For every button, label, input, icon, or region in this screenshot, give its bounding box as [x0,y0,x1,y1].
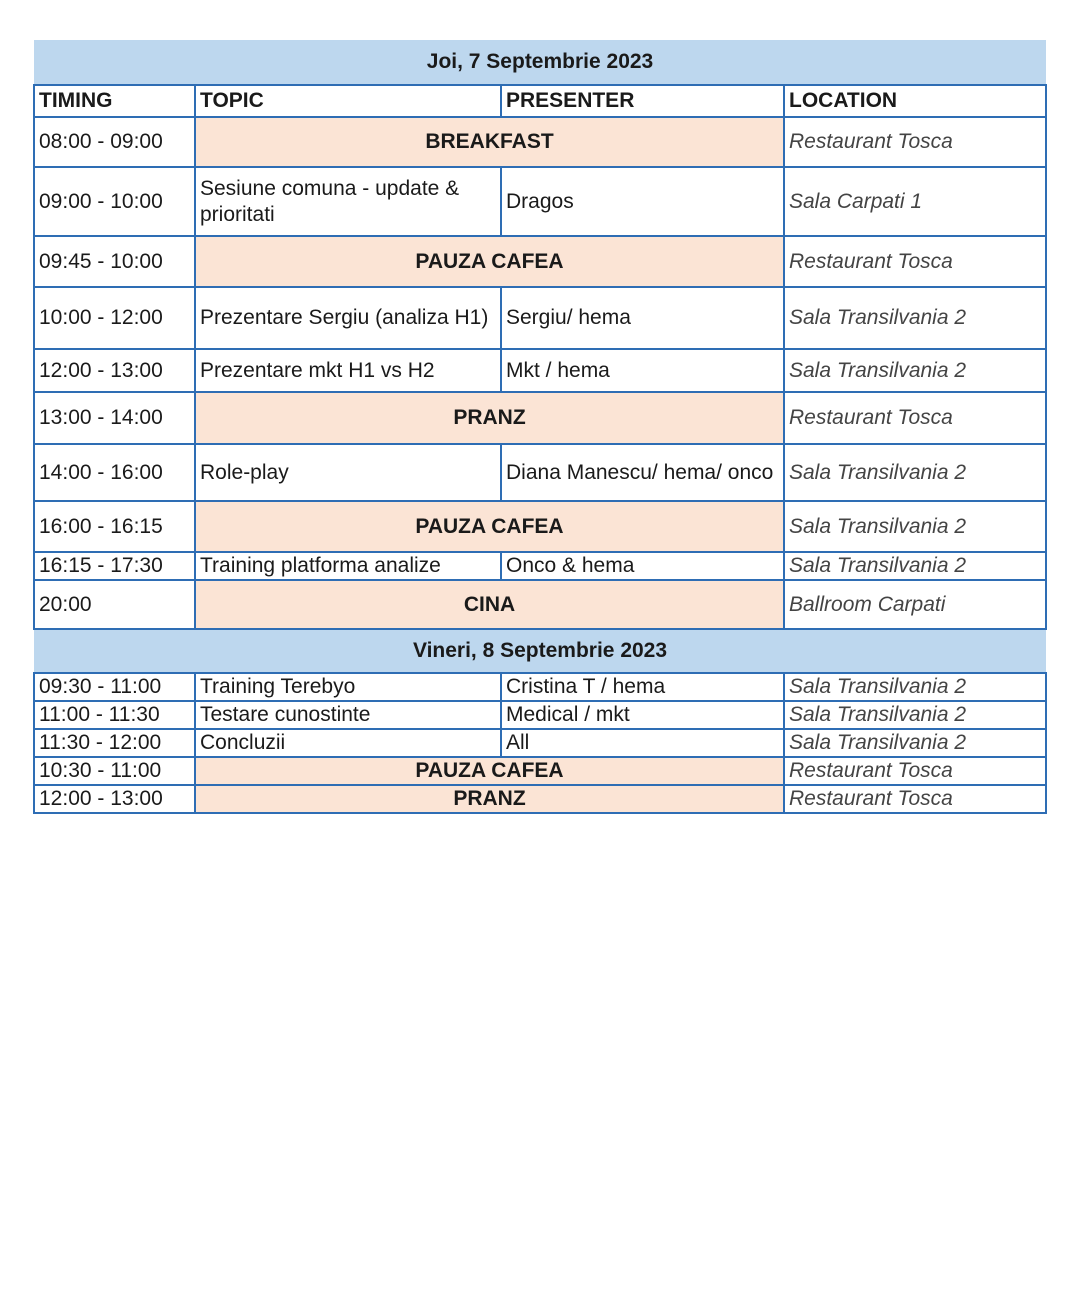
time-cell: 14:00 - 16:00 [34,444,195,501]
time-cell: 13:00 - 14:00 [34,392,195,444]
table-row [34,117,1046,167]
presenter-cell: Cristina T / hema [501,673,784,701]
table-row [34,167,1046,236]
schedule-table [33,40,1047,814]
break-cell: CINA [195,580,784,629]
location-cell: Sala Transilvania 2 [784,729,1046,757]
topic-cell: Testare cunostinte [195,701,501,729]
table-row [34,673,1046,701]
day-title: Vineri, 8 Septembrie 2023 [34,629,1046,673]
topic-cell: Training platforma analize [195,552,501,580]
table-row [34,757,1046,785]
location-cell: Sala Transilvania 2 [784,501,1046,552]
topic-cell: Concluzii [195,729,501,757]
time-cell: 09:45 - 10:00 [34,236,195,287]
table-row [34,392,1046,444]
location-cell: Restaurant Tosca [784,117,1046,167]
table-row [34,349,1046,392]
table-row [34,580,1046,629]
time-cell: 09:30 - 11:00 [34,673,195,701]
day-header-row [34,629,1046,673]
table-row [34,444,1046,501]
location-cell: Restaurant Tosca [784,236,1046,287]
column-header-presenter: PRESENTER [501,85,784,117]
day-title: Joi, 7 Septembrie 2023 [34,40,1046,85]
table-row [34,287,1046,349]
table-row [34,701,1046,729]
time-cell: 16:00 - 16:15 [34,501,195,552]
topic-cell: Prezentare Sergiu (analiza H1) [195,287,501,349]
column-header-location: LOCATION [784,85,1046,117]
location-cell: Sala Transilvania 2 [784,287,1046,349]
presenter-cell: Dragos [501,167,784,236]
time-cell: 10:00 - 12:00 [34,287,195,349]
break-cell: PAUZA CAFEA [195,501,784,552]
presenter-cell: Diana Manescu/ hema/ onco [501,444,784,501]
time-cell: 16:15 - 17:30 [34,552,195,580]
location-cell: Sala Transilvania 2 [784,444,1046,501]
break-cell: PAUZA CAFEA [195,757,784,785]
location-cell: Sala Transilvania 2 [784,673,1046,701]
location-cell: Ballroom Carpati [784,580,1046,629]
column-header-timing: TIMING [34,85,195,117]
location-cell: Restaurant Tosca [784,785,1046,813]
topic-cell: Prezentare mkt H1 vs H2 [195,349,501,392]
table-row [34,552,1046,580]
location-cell: Restaurant Tosca [784,392,1046,444]
time-cell: 11:00 - 11:30 [34,701,195,729]
table-row [34,785,1046,813]
time-cell: 12:00 - 13:00 [34,349,195,392]
table-row [34,501,1046,552]
location-cell: Restaurant Tosca [784,757,1046,785]
break-cell: PRANZ [195,785,784,813]
column-header-topic: TOPIC [195,85,501,117]
location-cell: Sala Carpati 1 [784,167,1046,236]
presenter-cell: Sergiu/ hema [501,287,784,349]
presenter-cell: Onco & hema [501,552,784,580]
table-row [34,236,1046,287]
location-cell: Sala Transilvania 2 [784,552,1046,580]
time-cell: 10:30 - 11:00 [34,757,195,785]
time-cell: 09:00 - 10:00 [34,167,195,236]
location-cell: Sala Transilvania 2 [784,701,1046,729]
time-cell: 20:00 [34,580,195,629]
day-header-row [34,40,1046,85]
break-cell: PRANZ [195,392,784,444]
time-cell: 08:00 - 09:00 [34,117,195,167]
location-cell: Sala Transilvania 2 [784,349,1046,392]
topic-cell: Role-play [195,444,501,501]
time-cell: 12:00 - 13:00 [34,785,195,813]
break-cell: BREAKFAST [195,117,784,167]
presenter-cell: Mkt / hema [501,349,784,392]
topic-cell: Sesiune comuna - update & prioritati [195,167,501,236]
presenter-cell: Medical / mkt [501,701,784,729]
topic-cell: Training Terebyo [195,673,501,701]
break-cell: PAUZA CAFEA [195,236,784,287]
column-header-row [34,85,1046,117]
table-row [34,729,1046,757]
time-cell: 11:30 - 12:00 [34,729,195,757]
presenter-cell: All [501,729,784,757]
